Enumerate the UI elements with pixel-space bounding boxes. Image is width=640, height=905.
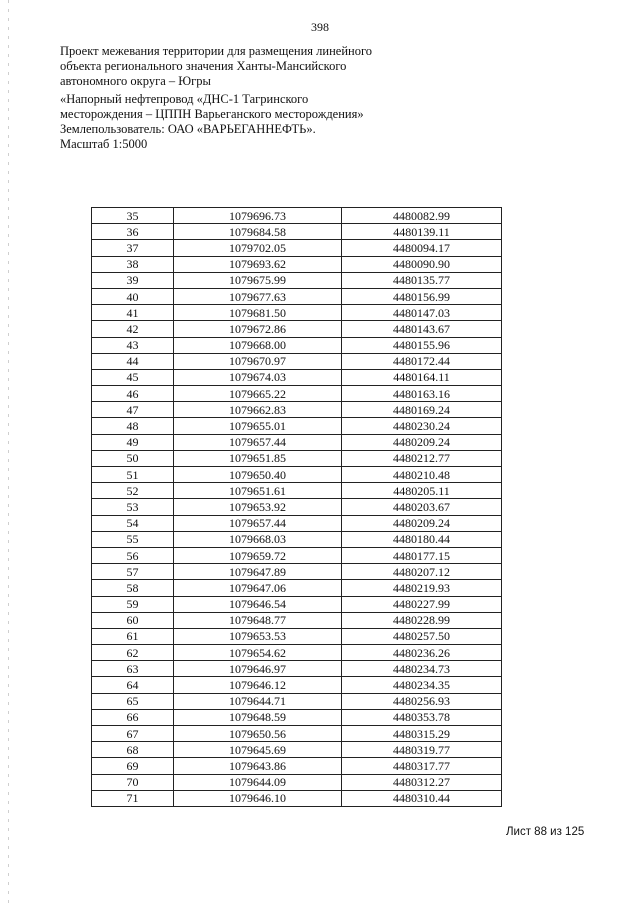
y-coordinate-cell: 4480210.48 — [342, 467, 502, 483]
x-coordinate-cell: 1079684.58 — [174, 224, 342, 240]
table-row — [92, 790, 502, 806]
y-coordinate-cell: 4480090.90 — [342, 256, 502, 272]
y-coordinate-cell: 4480319.77 — [342, 742, 502, 758]
binding-edge-mark — [8, 0, 9, 905]
y-coordinate-cell: 4480234.73 — [342, 661, 502, 677]
table-row — [92, 467, 502, 483]
x-coordinate-cell: 1079650.40 — [174, 467, 342, 483]
y-coordinate-cell: 4480135.77 — [342, 272, 502, 288]
page-number: 398 — [311, 20, 329, 34]
x-coordinate-cell: 1079657.44 — [174, 434, 342, 450]
x-coordinate-cell: 1079702.05 — [174, 240, 342, 256]
x-coordinate-cell: 1079672.86 — [174, 321, 342, 337]
x-coordinate-cell: 1079668.03 — [174, 531, 342, 547]
x-coordinate-cell: 1079654.62 — [174, 645, 342, 661]
x-coordinate-cell: 1079646.54 — [174, 596, 342, 612]
table-row — [92, 645, 502, 661]
y-coordinate-cell: 4480172.44 — [342, 353, 502, 369]
table-row — [92, 337, 502, 353]
point-number-cell: 68 — [92, 742, 174, 758]
x-coordinate-cell: 1079657.44 — [174, 515, 342, 531]
table-row — [92, 742, 502, 758]
x-coordinate-cell: 1079655.01 — [174, 418, 342, 434]
x-coordinate-cell: 1079675.99 — [174, 272, 342, 288]
y-coordinate-cell: 4480228.99 — [342, 612, 502, 628]
y-coordinate-cell: 4480147.03 — [342, 305, 502, 321]
x-coordinate-cell: 1079646.97 — [174, 661, 342, 677]
point-number-cell: 66 — [92, 709, 174, 725]
table-row — [92, 240, 502, 256]
point-number-cell: 36 — [92, 224, 174, 240]
land-user: Землепользователь: ОАО «ВАРЬЕГАННЕФТЬ». — [60, 122, 316, 136]
y-coordinate-cell: 4480207.12 — [342, 564, 502, 580]
y-coordinate-cell: 4480234.35 — [342, 677, 502, 693]
x-coordinate-cell: 1079677.63 — [174, 288, 342, 304]
y-coordinate-cell: 4480317.77 — [342, 758, 502, 774]
table-row — [92, 483, 502, 499]
y-coordinate-cell: 4480094.17 — [342, 240, 502, 256]
table-row — [92, 321, 502, 337]
point-number-cell: 65 — [92, 693, 174, 709]
y-coordinate-cell: 4480257.50 — [342, 628, 502, 644]
object-name: «Напорный нефтепровод «ДНС-1 Тагринского месторождения – ЦППН Варьеганского месторождения» — [60, 92, 364, 121]
x-coordinate-cell: 1079646.12 — [174, 677, 342, 693]
point-number-cell: 48 — [92, 418, 174, 434]
y-coordinate-cell: 4480230.24 — [342, 418, 502, 434]
project-title: Проект межевания территории для размещения линейного объекта регионального значения Ханты-Мансийского автономного округа – Югры — [60, 44, 373, 88]
point-number-cell: 64 — [92, 677, 174, 693]
point-number-cell: 50 — [92, 450, 174, 466]
point-number-cell: 41 — [92, 305, 174, 321]
point-number-cell: 49 — [92, 434, 174, 450]
x-coordinate-cell: 1079644.71 — [174, 693, 342, 709]
table-row — [92, 564, 502, 580]
y-coordinate-cell: 4480163.16 — [342, 386, 502, 402]
y-coordinate-cell: 4480353.78 — [342, 709, 502, 725]
point-number-cell: 45 — [92, 369, 174, 385]
point-number-cell: 69 — [92, 758, 174, 774]
x-coordinate-cell: 1079644.09 — [174, 774, 342, 790]
table-row — [92, 434, 502, 450]
y-coordinate-cell: 4480203.67 — [342, 499, 502, 515]
table-row — [92, 547, 502, 563]
y-coordinate-cell: 4480164.11 — [342, 369, 502, 385]
point-number-cell: 70 — [92, 774, 174, 790]
x-coordinate-cell: 1079665.22 — [174, 386, 342, 402]
table-row — [92, 353, 502, 369]
point-number-cell: 58 — [92, 580, 174, 596]
x-coordinate-cell: 1079693.62 — [174, 256, 342, 272]
table-row — [92, 677, 502, 693]
y-coordinate-cell: 4480312.27 — [342, 774, 502, 790]
table-row — [92, 499, 502, 515]
point-number-cell: 57 — [92, 564, 174, 580]
x-coordinate-cell: 1079651.61 — [174, 483, 342, 499]
table-row — [92, 726, 502, 742]
x-coordinate-cell: 1079648.59 — [174, 709, 342, 725]
point-number-cell: 71 — [92, 790, 174, 806]
table-row — [92, 628, 502, 644]
table-row — [92, 288, 502, 304]
x-coordinate-cell: 1079681.50 — [174, 305, 342, 321]
table-row — [92, 208, 502, 224]
table-row — [92, 386, 502, 402]
x-coordinate-cell: 1079653.92 — [174, 499, 342, 515]
sheet-counter: Лист 88 из 125 — [506, 826, 585, 838]
document-header — [60, 44, 390, 152]
y-coordinate-cell: 4480143.67 — [342, 321, 502, 337]
x-coordinate-cell: 1079651.85 — [174, 450, 342, 466]
point-number-cell: 37 — [92, 240, 174, 256]
x-coordinate-cell: 1079674.03 — [174, 369, 342, 385]
point-number-cell: 51 — [92, 467, 174, 483]
table-row — [92, 758, 502, 774]
y-coordinate-cell: 4480082.99 — [342, 208, 502, 224]
point-number-cell: 38 — [92, 256, 174, 272]
point-number-cell: 47 — [92, 402, 174, 418]
y-coordinate-cell: 4480310.44 — [342, 790, 502, 806]
y-coordinate-cell: 4480256.93 — [342, 693, 502, 709]
point-number-cell: 60 — [92, 612, 174, 628]
y-coordinate-cell: 4480156.99 — [342, 288, 502, 304]
point-number-cell: 52 — [92, 483, 174, 499]
point-number-cell: 54 — [92, 515, 174, 531]
table-row — [92, 531, 502, 547]
point-number-cell: 61 — [92, 628, 174, 644]
table-row — [92, 580, 502, 596]
y-coordinate-cell: 4480315.29 — [342, 726, 502, 742]
scale-label: Масштаб 1:5000 — [60, 137, 148, 151]
table-row — [92, 272, 502, 288]
y-coordinate-cell: 4480177.15 — [342, 547, 502, 563]
x-coordinate-cell: 1079653.53 — [174, 628, 342, 644]
point-number-cell: 39 — [92, 272, 174, 288]
y-coordinate-cell: 4480212.77 — [342, 450, 502, 466]
y-coordinate-cell: 4480155.96 — [342, 337, 502, 353]
y-coordinate-cell: 4480169.24 — [342, 402, 502, 418]
table-row — [92, 418, 502, 434]
y-coordinate-cell: 4480205.11 — [342, 483, 502, 499]
point-number-cell: 53 — [92, 499, 174, 515]
x-coordinate-cell: 1079662.83 — [174, 402, 342, 418]
point-number-cell: 40 — [92, 288, 174, 304]
x-coordinate-cell: 1079645.69 — [174, 742, 342, 758]
x-coordinate-cell: 1079647.06 — [174, 580, 342, 596]
y-coordinate-cell: 4480219.93 — [342, 580, 502, 596]
point-number-cell: 63 — [92, 661, 174, 677]
table-row — [92, 693, 502, 709]
table-row — [92, 612, 502, 628]
point-number-cell: 42 — [92, 321, 174, 337]
point-number-cell: 35 — [92, 208, 174, 224]
point-number-cell: 43 — [92, 337, 174, 353]
table-row — [92, 774, 502, 790]
table-row — [92, 661, 502, 677]
coordinates-table-body — [92, 208, 502, 807]
point-number-cell: 56 — [92, 547, 174, 563]
point-number-cell: 46 — [92, 386, 174, 402]
x-coordinate-cell: 1079696.73 — [174, 208, 342, 224]
y-coordinate-cell: 4480180.44 — [342, 531, 502, 547]
point-number-cell: 67 — [92, 726, 174, 742]
y-coordinate-cell: 4480139.11 — [342, 224, 502, 240]
y-coordinate-cell: 4480236.26 — [342, 645, 502, 661]
table-row — [92, 369, 502, 385]
x-coordinate-cell: 1079668.00 — [174, 337, 342, 353]
x-coordinate-cell: 1079670.97 — [174, 353, 342, 369]
point-number-cell: 62 — [92, 645, 174, 661]
point-number-cell: 55 — [92, 531, 174, 547]
x-coordinate-cell: 1079643.86 — [174, 758, 342, 774]
table-row — [92, 402, 502, 418]
table-row — [92, 450, 502, 466]
table-row — [92, 709, 502, 725]
x-coordinate-cell: 1079648.77 — [174, 612, 342, 628]
x-coordinate-cell: 1079646.10 — [174, 790, 342, 806]
table-row — [92, 256, 502, 272]
y-coordinate-cell: 4480209.24 — [342, 515, 502, 531]
y-coordinate-cell: 4480227.99 — [342, 596, 502, 612]
point-number-cell: 59 — [92, 596, 174, 612]
table-row — [92, 305, 502, 321]
coordinates-table — [91, 207, 502, 807]
x-coordinate-cell: 1079659.72 — [174, 547, 342, 563]
table-row — [92, 515, 502, 531]
x-coordinate-cell: 1079647.89 — [174, 564, 342, 580]
table-row — [92, 224, 502, 240]
y-coordinate-cell: 4480209.24 — [342, 434, 502, 450]
x-coordinate-cell: 1079650.56 — [174, 726, 342, 742]
table-row — [92, 596, 502, 612]
point-number-cell: 44 — [92, 353, 174, 369]
